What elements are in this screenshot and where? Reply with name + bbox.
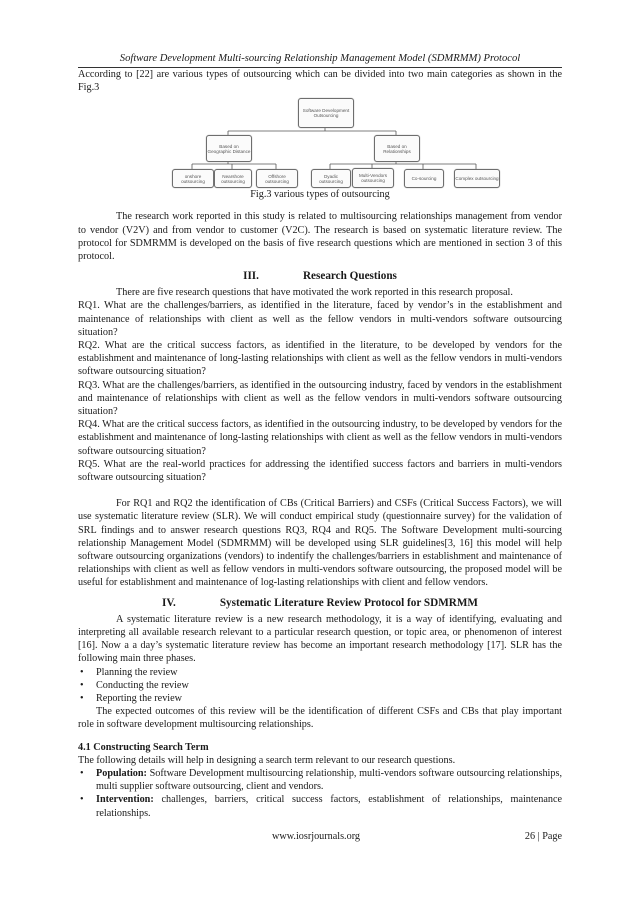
bullet-icon: •	[80, 767, 84, 779]
journal-website: www.iosrjournals.org	[272, 831, 361, 842]
item-label: Intervention:	[96, 794, 154, 806]
section-3-heading	[78, 269, 562, 283]
item-label: Population:	[96, 767, 147, 779]
outsourcing-types-figure	[78, 98, 562, 186]
subsection-4-1-intro: The following details will help in designing a search term relevant to our research questions.	[78, 754, 456, 766]
diagram-leaf-node: onshore outsourcing	[172, 169, 214, 188]
diagram-leaf-node: Dyadic outsourcing	[311, 169, 351, 188]
diagram-leaf-node: Complex outsourcing	[454, 169, 500, 188]
research-question: RQ4. What are the critical success factors, as identified in the outsourcing industry, to be developed by vendors for the establishment and maintenance of long-lasting relationships with client as well as the fellow vendors in multi-vendors software outsourcing situation?	[78, 419, 562, 457]
section-3-intro: There are five research questions that have motivated the work reported in this research proposal.	[116, 287, 513, 299]
list-item: • Planning the review	[80, 666, 178, 678]
section-3-number: III.	[243, 270, 259, 283]
diagram-leaf-node: Nearshore outsourcing	[214, 169, 252, 188]
bullet-icon: •	[80, 692, 84, 704]
research-question: RQ3. What are the challenges/barriers, as identified in the outsourcing industry, faced by vendors in the establishment and maintenance of relationships with client as well as the fellow vendors in multi-vendors software outsourcing situation?	[78, 379, 562, 418]
section-4-outcome: The expected outcomes of this review will be the identification of different CSFs and CBs that play important role in software development multisourcing relationships.	[78, 706, 562, 731]
diagram-root-node: Software Development Outsourcing	[298, 98, 354, 128]
paper-page	[78, 52, 562, 820]
bullet-icon: •	[80, 794, 84, 806]
section-4-heading	[78, 596, 562, 610]
section-3-title: Research Questions	[302, 270, 397, 283]
list-item: • Conducting the review	[80, 679, 189, 691]
section-3-closing: For RQ1 and RQ2 the identification of CBs (Critical Barriers) and CSFs (Critical Success Factors), we will use systematic literature review (SLR). We will conduct empirical study (questionnaire survey) for the validation of SRL findings and to answer research questions RQ3, RQ4 and RQ5. The Software Development multi-sourcing relationship Management Model (SDMRMM) will be developed using SLR guidelines[3, 16] this model will help software outsourcing organizations (vendors) to indentify the challenges/barriers in establishment and maintenance of relationships with client as well as fellow vendors in multi-vendors software outsourcing, the proposed model will be useful for establishment and maintenance of log-lasting relationships with client and fellow vendors.	[78, 498, 562, 589]
research-question: RQ1. What are the challenges/barriers, as identified in the literature, faced by vendor’s in the establishment and maintenance of relationships with client as well as the fellow vendors in multi-vendors software outsourcing situation?	[78, 300, 562, 338]
research-question: RQ5. What are the real-world practices for addressing the identified success factors and barriers in multi-vendors software outsourcing situation?	[78, 458, 562, 484]
phase-list	[78, 666, 562, 706]
section-4-number: IV.	[162, 596, 176, 609]
bullet-icon: •	[80, 666, 84, 678]
intro-paragraph: According to [22] are various types of outsourcing which can be divided into two main categories as shown in the Fig.3	[78, 69, 562, 94]
section-4-intro: A systematic literature review is a new research methodology, it is a way of identifying, evaluating and interpreting all available research relevant to a particular research question, or topic area, or phenomenon of interest [16]. Now a a day’s systematic literature review has become an important research methodology [17]. SLR has the following main three phases.	[78, 613, 562, 665]
subsection-4-1-heading: 4.1 Constructing Search Term	[78, 741, 209, 753]
list-item: • Reporting the review	[80, 692, 183, 704]
search-term-list	[78, 767, 562, 820]
diagram-leaf-node: Co-sourcing	[404, 169, 444, 188]
diagram-geographic-node: Based on Geographic Distance	[206, 135, 252, 162]
diagram-leaf-node: Offshore outsourcing	[256, 169, 298, 188]
running-title: Software Development Multi-sourcing Relationship Management Model (SDMRMM) Protocol	[78, 52, 562, 68]
figure-caption: Fig.3 various types of outsourcing	[250, 189, 390, 201]
diagram-relationships-node: Based on Relationships	[374, 135, 420, 162]
diagram-leaf-node: Multi-Vendors outsourcing	[352, 168, 394, 188]
page-number: 26 | Page	[524, 831, 562, 842]
research-question: RQ2. What are the critical success factors, as identified in the literature, to be developed by vendors for the establishment and maintenance of long-lasting relationships with client as well as the fellow vendors in multi-vendors software outsourcing situation?	[78, 340, 562, 378]
bullet-icon: •	[80, 679, 84, 691]
research-work-paragraph: The research work reported in this study is related to multisourcing relationships management from vendor to vendor (V2V) and from vendor to customer (V2C). The research is based on systematic literature review. The protocol for SDMRMM is developed on the basis of five research questions which are mentioned in section 3 of this protocol.	[78, 211, 562, 263]
section-4-title: Systematic Literature Review Protocol for SDMRMM	[219, 596, 478, 609]
list-item: • Intervention: challenges, barriers, critical success factors, establishment of relationships, maintenance relationships.	[80, 794, 563, 819]
list-item: • Population: Software Development multisourcing relationship, multi-vendors software outsourcing relationships, multi supplier software outsourcing, client and vendors.	[80, 767, 562, 793]
page-footer	[78, 831, 562, 845]
